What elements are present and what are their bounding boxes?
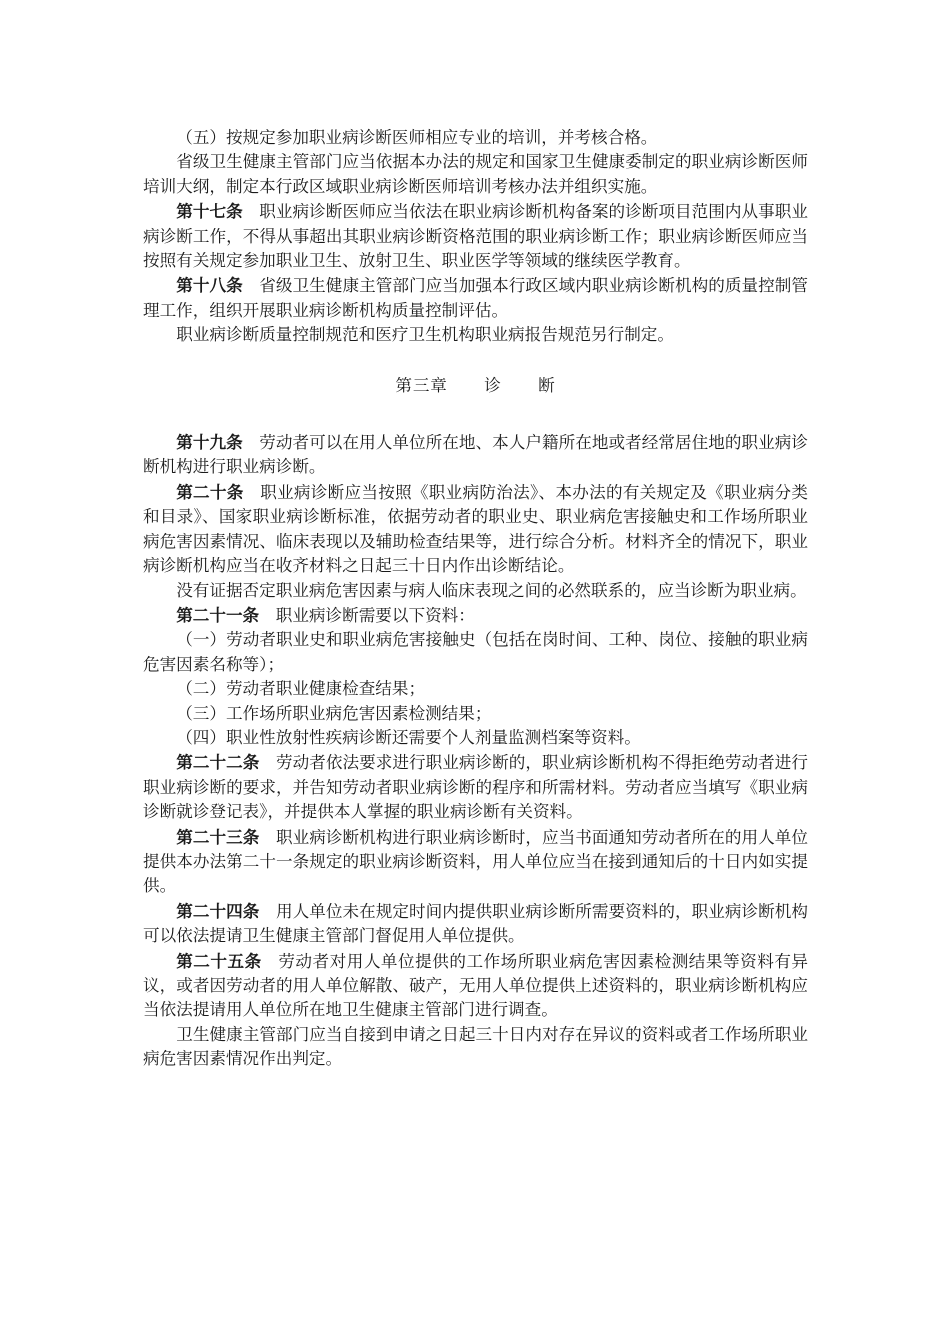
article-21: 第二十一条 职业病诊断需要以下资料： (176, 604, 475, 625)
article-number: 第二十四条 (176, 900, 260, 921)
chapter-title-char-1: 诊 (484, 375, 502, 395)
article-23: 第二十三条 职业病诊断机构进行职业病诊断时，应当书面通知劳动者所在的用人单位提供本办法第二十一条规定的职业病诊断资料，用人单位应当在接到通知后的十日内如实提供。 (143, 826, 809, 896)
list-item-4: （四）职业性放射性疾病诊断还需要个人剂量监测档案等资料。 (176, 727, 641, 747)
article-number: 第十八条 (176, 275, 243, 296)
article-number: 第二十一条 (176, 604, 260, 625)
list-item-2: （二）劳动者职业健康检查结果； (176, 679, 426, 699)
article-number: 第十九条 (176, 432, 243, 453)
paragraph-p18: 卫生健康主管部门应当自接到申请之日起三十日内对存在异议的资料或者工作场所职业病危害因素情况作出判定。 (143, 1024, 808, 1069)
article-25: 第二十五条 劳动者对用人单位提供的工作场所职业病危害因素检测结果等资料有异议，或者因劳动者的用人单位解散、破产，无用人单位提供上述资料的，职业病诊断机构应当依法提请用人单位所在地卫生健康主管部门进行调查。 (143, 950, 809, 1020)
article-20: 第二十条 职业病诊断应当按照《职业病防治法》、本办法的有关规定及《职业病分类和目录》、国家职业病诊断标准，依据劳动者的职业史、职业病危害接触史和工作场所职业病危害因素情况、临床表现以及辅助检查结果等，进行综合分析。材料齐全的情况下，职业病诊断机构应当在收齐材料之日起三十日内作出诊断结论。 (143, 481, 808, 576)
article-number: 第二十五条 (176, 950, 262, 971)
chapter-title-char-2: 断 (538, 375, 556, 395)
article-22: 第二十二条 劳动者依法要求进行职业病诊断的，职业病诊断机构不得拒绝劳动者进行职业病诊断的要求，并告知劳动者职业病诊断的程序和所需材料。劳动者应当填写《职业病诊断就诊登记表》，并提供本人掌握的职业病诊断有关资料。 (143, 752, 809, 822)
chapter-heading (143, 374, 808, 398)
list-item-1: （一）劳动者职业史和职业病危害接触史（包括在岗时间、工种、岗位、接触的职业病危害因素名称等）； (143, 630, 808, 674)
document-page (143, 126, 808, 1072)
article-24: 第二十四条 用人单位未在规定时间内提供职业病诊断所需要资料的，职业病诊断机构可以依法提请卫生健康主管部门督促用人单位提供。 (143, 900, 809, 946)
chapter-number: 第三章 (395, 375, 448, 395)
paragraph-p5: 职业病诊断质量控制规范和医疗卫生机构职业病报告规范另行制定。 (176, 325, 674, 345)
list-item-3: （三）工作场所职业病危害因素检测结果； (176, 703, 492, 723)
article-number: 第十七条 (176, 201, 243, 222)
paragraph-p1: （五）按规定参加职业病诊断医师相应专业的培训，并考核合格。 (176, 128, 658, 147)
article-17: 第十七条 职业病诊断医师应当依法在职业病诊断机构备案的诊断项目范围内从事职业病诊断工作，不得从事超出其职业病诊断资格范围的职业病诊断工作；职业病诊断医师应当按照有关规定参加职业卫生、放射卫生、职业医学等领域的继续医学教育。 (143, 201, 808, 271)
article-19: 第十九条 劳动者可以在用人单位所在地、本人户籍所在地或者经常居住地的职业病诊断机构进行职业病诊断。 (143, 432, 808, 477)
article-18: 第十八条 省级卫生健康主管部门应当加强本行政区域内职业病诊断机构的质量控制管理工作，组织开展职业病诊断机构质量控制评估。 (143, 275, 808, 320)
paragraph-p2: 省级卫生健康主管部门应当依据本办法的规定和国家卫生健康委制定的职业病诊断医师培训大纲，制定本行政区域职业病诊断医师培训考核办法并组织实施。 (143, 152, 808, 196)
paragraph-p8: 没有证据否定职业病危害因素与病人临床表现之间的必然联系的，应当诊断为职业病。 (176, 580, 807, 600)
article-number: 第二十条 (176, 481, 244, 502)
article-number: 第二十三条 (176, 826, 260, 847)
article-number: 第二十二条 (176, 752, 260, 773)
